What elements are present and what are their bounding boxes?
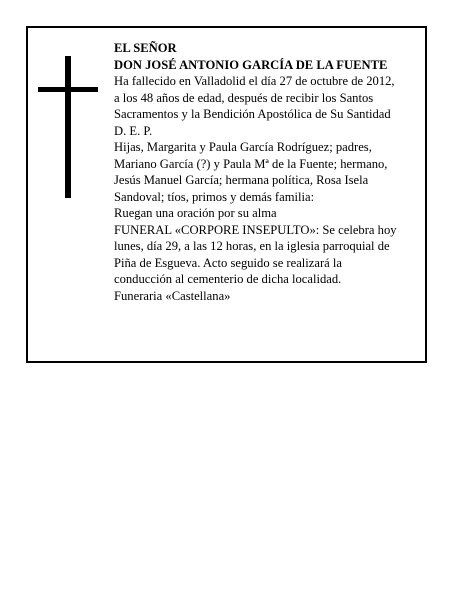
funeral-line-2: lunes, día 29, a las 12 horas, en la iglesia parroquial de — [114, 239, 390, 253]
cross-horizontal-bar — [38, 87, 98, 92]
funeral-home: Funeraria «Castellana» — [114, 288, 231, 303]
funeral-line-3: Piña de Esgueva. Acto seguido se realizará la — [114, 255, 343, 270]
deceased-name: DON JOSÉ ANTONIO GARCÍA DE LA FUENTE — [114, 57, 388, 72]
rest-in-peace: D. E. P. — [114, 123, 153, 138]
cross-icon — [38, 56, 98, 198]
funeral-line-1: FUNERAL «CORPORE INSEPULTO»: Se celebra hoy — [114, 222, 397, 237]
death-announcement-line-3: Sacramentos y la Bendición Apostólica de Su Santidad — [114, 107, 391, 121]
family-line-1: Hijas, Margarita y Paula García Rodríguez; padres, — [114, 140, 372, 154]
death-announcement-line-2: a los 48 años de edad, después de recibir los Santos — [114, 90, 374, 105]
prayer-request: Ruegan una oración por su alma — [114, 206, 277, 220]
death-announcement-line-1: Ha fallecido en Valladolid el día 27 de octubre de 2012, — [114, 74, 395, 88]
family-line-3: Jesús Manuel García; hermana política, Rosa Isela — [114, 173, 369, 187]
funeral-line-4: conducción al cementerio de dicha localidad. — [114, 272, 342, 286]
family-line-4: Sandoval; tíos, primos y demás familia: — [114, 189, 315, 204]
obituary-text — [114, 40, 426, 304]
obituary-heading: EL SEÑOR — [114, 41, 177, 55]
cross-vertical-bar — [65, 56, 71, 198]
obituary-notice — [26, 26, 427, 363]
family-line-2: Mariano García (?) y Paula Mª de la Fuente; hermano, — [114, 156, 388, 171]
